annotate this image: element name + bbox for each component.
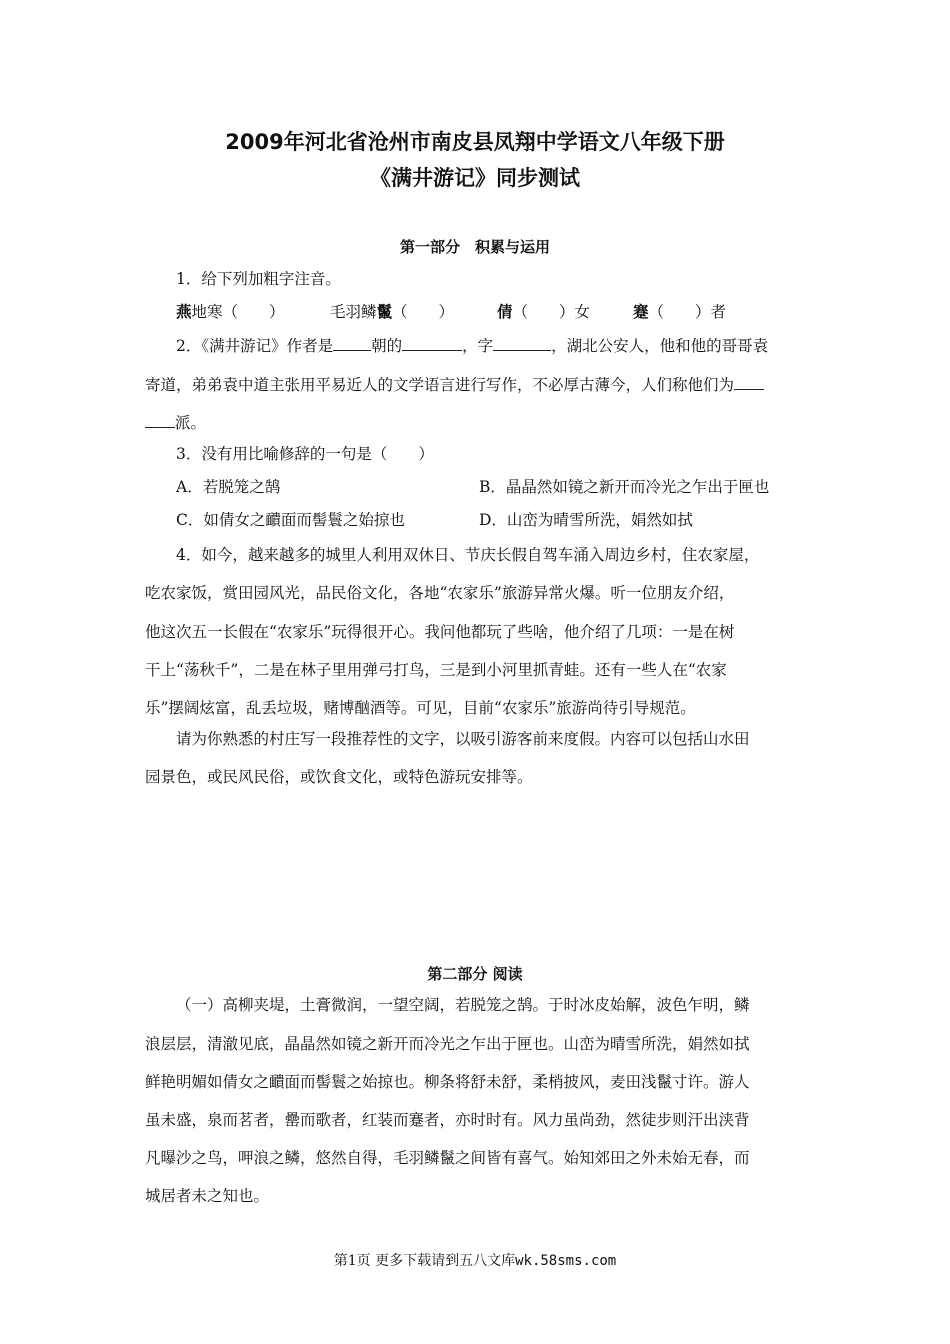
q3-option-a: A．若脱笼之鹄 <box>176 478 281 496</box>
part2-heading: 第二部分 阅读 <box>427 965 523 983</box>
passage-line1: （一）高柳夹堤，土膏微润，一望空阔，若脱笼之鹄。于时冰皮始解，波色乍明，鳞 <box>176 996 750 1014</box>
q1-item-4: 蹇（ ）者 <box>633 302 727 321</box>
passage-line4: 虽未盛，泉而茗者，罍而歌者，红装而蹇者，亦时时有。风力虽尚劲，然徒步则汗出浃背 <box>145 1111 750 1129</box>
page-footer <box>0 1250 950 1270</box>
doc-title-line2: 《满井游记》同步测试 <box>370 166 580 190</box>
q1-item-3: 倩（ ）女 <box>497 302 591 321</box>
q1-stem: 1．给下列加粗字注音。 <box>176 270 341 288</box>
passage-line3: 鲜艳明媚如倩女之靧面而髻鬟之始掠也。柳条将舒未舒，柔梢披风，麦田浅鬣寸许。游人 <box>145 1073 750 1091</box>
q1-item-1: 燕地寒（ ） <box>176 302 285 321</box>
q2-line1: 2．《满井游记》作者是 朝的 ，字 ，湖北公安人，他和他的哥哥袁 <box>176 337 769 355</box>
q4-line2: 吃农家饭，赏田园风光，品民俗文化，各地“农家乐”旅游异常火爆。听一位朋友介绍， <box>145 584 735 602</box>
q4-line1: 4．如今，越来越多的城里人利用双休日、节庆长假自驾车涌入周边乡村，住农家屋， <box>176 546 760 564</box>
q3-option-b: B．晶晶然如镜之新开而冷光之乍出于匣也 <box>479 478 770 496</box>
q1-item-2: 毛羽鳞鬣（ ） <box>330 302 455 321</box>
q4-task-line1: 请为你熟悉的村庄写一段推荐性的文字，以吸引游客前来度假。内容可以包括山水田 <box>176 730 750 748</box>
footer-link[interactable]: wk.58sms.com <box>515 1253 617 1269</box>
passage-line2: 浪层层，清澈见底，晶晶然如镜之新开而冷光之乍出于匣也。山峦为晴雪所洗，娟然如拭 <box>145 1035 750 1053</box>
passage-line5: 凡曝沙之鸟，呷浪之鳞，悠然自得，毛羽鳞鬣之间皆有喜气。始知郊田之外未始无春，而 <box>145 1149 750 1167</box>
q3-option-c: C．如倩女之靧面而髻鬟之始掠也 <box>176 511 405 529</box>
footer-text: 第1页 更多下载请到五八文库 <box>333 1253 516 1269</box>
q3-option-d: D．山峦为晴雪所洗，娟然如拭 <box>479 511 693 529</box>
doc-title-line1: 2009年河北省沧州市南皮县凤翔中学语文八年级下册 <box>225 130 725 154</box>
q3-stem: 3．没有用比喻修辞的一句是（ ） <box>176 445 434 463</box>
passage-line6: 城居者未之知也。 <box>145 1187 270 1205</box>
q4-line5: 乐”摆阔炫富，乱丢垃圾，赌博酗酒等。可见，目前“农家乐”旅游尚待引导规范。 <box>145 699 696 717</box>
q2-line2: 寄道，弟弟袁中道主张用平易近人的文学语言进行写作，不必厚古薄今，人们称他们为 <box>145 375 810 395</box>
q4-line4: 干上“荡秋千”，二是在林子里用弹弓打鸟，三是到小河里抓青蛙。还有一些人在“农家 <box>145 661 727 679</box>
q4-task-line2: 园景色，或民风民俗，或饮食文化，或特色游玩安排等。 <box>145 768 533 786</box>
part1-heading: 第一部分 积累与运用 <box>399 238 550 256</box>
q4-line3: 他这次五一长假在“农家乐”玩得很开心。我问他都玩了些啥，他介绍了几项：一是在树 <box>145 623 735 641</box>
q2-line3: 派。 <box>145 413 810 433</box>
